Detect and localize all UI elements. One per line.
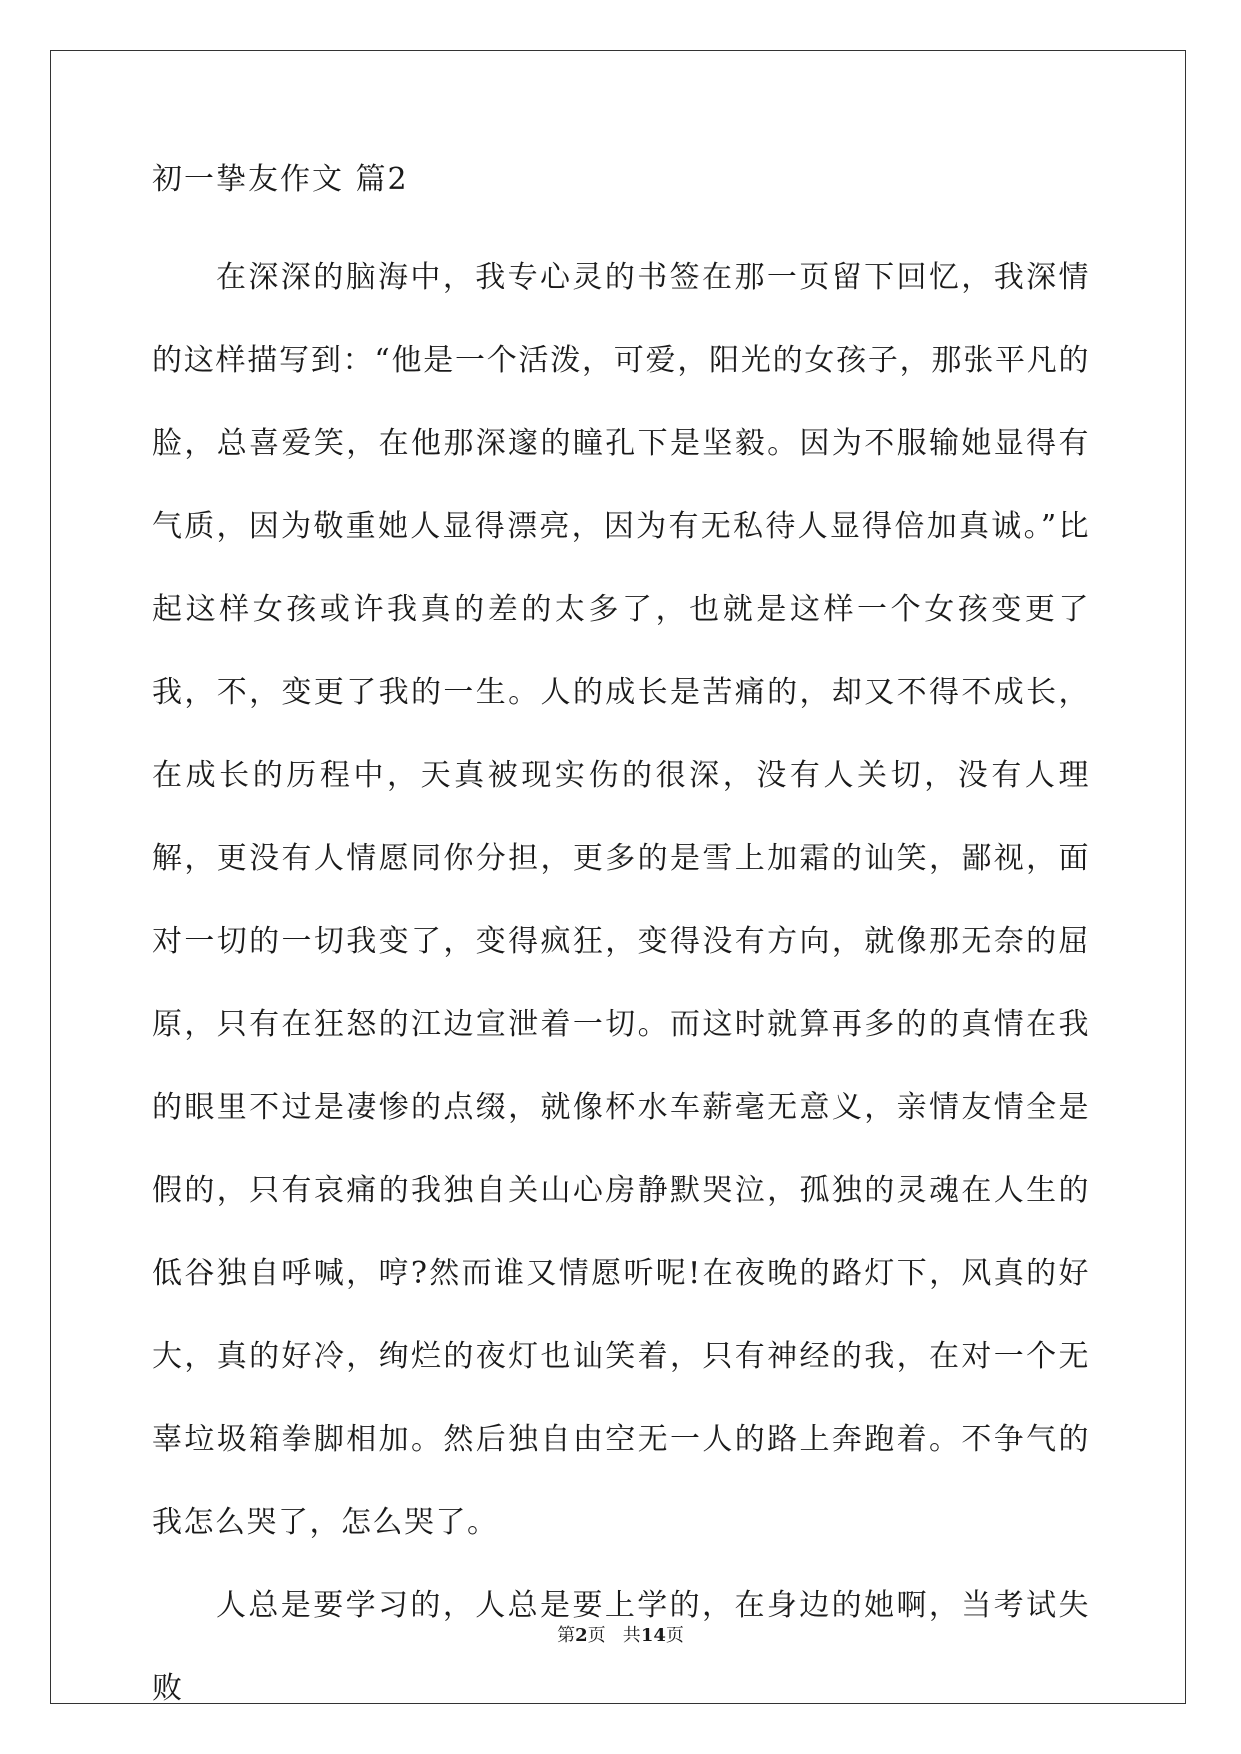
footer-total-pages: 14	[640, 1625, 666, 1646]
footer-middle: 页 共	[587, 1625, 641, 1646]
footer-prefix: 第	[557, 1625, 576, 1646]
paragraph-1: 在深深的脑海中，我专心灵的书签在那一页留下回忆，我深情的这样描写到：“他是一个活泼，可爱，阳光的女孩子，那张平凡的脸，总喜爱笑，在他那深邃的瞳孔下是坚毅。因为不服输她显得有气质，因为敬重她人显得漂亮，因为有无私待人显得倍加真诚。”比起这样女孩或许我真的差的太多了，也就是这样一个女孩变更了我，不，变更了我的一生。人的成长是苦痛的，却又不得不成长，在成长的历程中，天真被现实伤的很深，没有人关切，没有人理解，更没有人情愿同你分担，更多的是雪上加霜的讪笑，鄙视，面对一切的一切我变了，变得疯狂，变得没有方向，就像那无奈的屈原，只有在狂怒的江边宣泄着一切。而这时就算再多的的真情在我的眼里不过是凄惨的点缀，就像杯水车薪毫无意义，亲情友情全是假的，只有哀痛的我独自关山心房静默哭泣，孤独的灵魂在人生的低谷独自呼喊，哼?然而谁又情愿听呢!在夜晚的路灯下，风真的好大，真的好冷，绚烂的夜灯也讪笑着，只有神经的我，在对一个无辜垃圾箱拳脚相加。然后独自由空无一人的路上奔跑着。不争气的我怎么哭了，怎么哭了。	[152, 260, 1090, 1540]
document-body	[152, 160, 1090, 1730]
page-footer	[0, 1624, 1241, 1648]
paragraph-2: 人总是要学习的，人总是要上学的，在身边的她啊，当考试失败	[152, 1588, 1090, 1706]
footer-page-number: 2	[575, 1625, 588, 1646]
essay-heading: 初一挚友作文 篇2	[152, 162, 409, 197]
footer-suffix: 页	[665, 1625, 684, 1646]
